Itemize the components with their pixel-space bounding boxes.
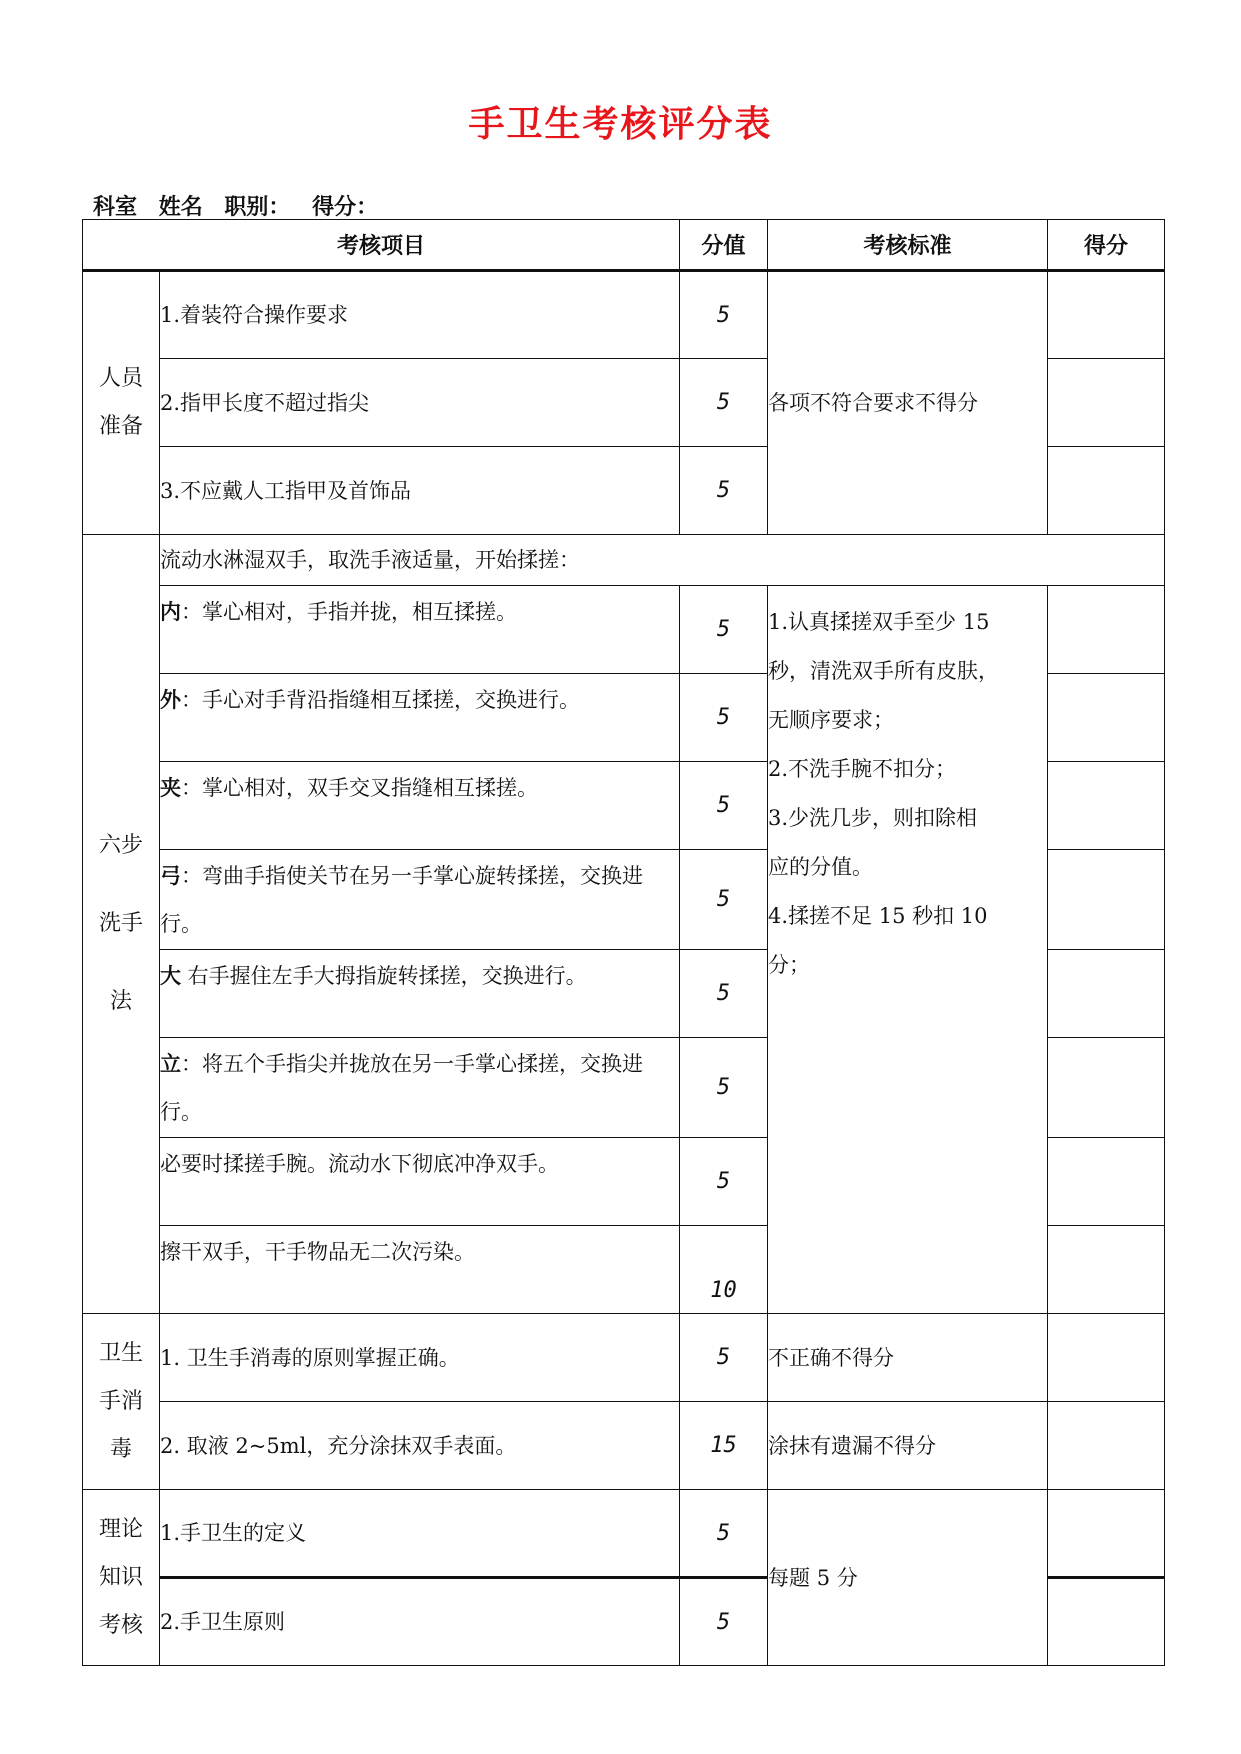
points-value: 5 — [680, 850, 768, 950]
criteria-theory: 每题 5 分 — [768, 1490, 1048, 1666]
step-text: ：弯曲手指使关节在另一手掌心旋转揉搓，交换进行。 — [160, 864, 643, 936]
category-line: 知识 — [98, 1564, 143, 1590]
category-disinfect — [83, 1314, 160, 1490]
step-lead: 内 — [160, 600, 181, 624]
step-text: ：将五个手指尖并拢放在另一手掌心揉搓，交换进行。 — [160, 1052, 643, 1124]
item-text — [160, 762, 680, 850]
table-row — [83, 1490, 1165, 1578]
step-lead: 大 — [160, 964, 181, 988]
points-value: 5 — [680, 447, 768, 535]
step-text: 右手握住左手大拇指旋转揉搓，交换进行。 — [181, 964, 587, 988]
score-cell[interactable] — [1048, 762, 1165, 850]
points-value: 15 — [680, 1402, 768, 1490]
category-line: 六步 — [98, 833, 143, 858]
category-line: 人员 — [98, 366, 143, 391]
score-cell[interactable] — [1048, 674, 1165, 762]
table-row — [83, 535, 1165, 586]
header-score: 得分 — [1048, 220, 1165, 271]
table-header-row — [83, 220, 1165, 271]
item-text: 1.着装符合操作要求 — [160, 271, 680, 359]
item-text: 1.手卫生的定义 — [160, 1490, 680, 1578]
criteria-line: 3.少洗几步，则扣除相 — [768, 806, 978, 830]
points-value: 5 — [680, 674, 768, 762]
criteria-line: 分； — [768, 953, 811, 977]
info-line — [93, 190, 392, 221]
score-cell[interactable] — [1048, 1038, 1165, 1138]
score-cell[interactable] — [1048, 271, 1165, 359]
criteria-line: 2.不洗手腕不扣分； — [768, 757, 957, 781]
category-theory — [83, 1490, 160, 1666]
item-text: 2. 取液 2~5ml，充分涂抹双手表面。 — [160, 1402, 680, 1490]
category-line: 毒 — [109, 1436, 132, 1462]
step-lead: 弓 — [160, 864, 181, 888]
item-text — [160, 1038, 680, 1138]
header-item: 考核项目 — [83, 220, 680, 271]
score-cell[interactable] — [1048, 950, 1165, 1038]
score-cell[interactable] — [1048, 1138, 1165, 1226]
step-text: ：手心对手背沿指缝相互揉搓，交换进行。 — [181, 688, 580, 712]
points-value: 5 — [680, 1578, 768, 1666]
item-text — [160, 950, 680, 1038]
step-lead: 夹 — [160, 776, 181, 800]
points-value: 5 — [680, 1314, 768, 1402]
item-text: 2.手卫生原则 — [160, 1578, 680, 1666]
category-line: 卫生 — [98, 1340, 143, 1366]
item-text — [160, 586, 680, 674]
score-table — [82, 219, 1165, 1666]
step-text: ：掌心相对，手指并拢，相互揉搓。 — [181, 600, 517, 624]
points-value: 5 — [680, 1138, 768, 1226]
score-cell[interactable] — [1048, 1490, 1165, 1578]
job-title-label: 职别： — [224, 195, 291, 220]
points-value: 10 — [680, 1226, 768, 1314]
criteria-disinfect-2: 涂抹有遗漏不得分 — [768, 1402, 1048, 1490]
category-wash — [83, 535, 160, 1314]
item-text: 擦干双手，干手物品无二次污染。 — [160, 1226, 680, 1314]
score-cell[interactable] — [1048, 1226, 1165, 1314]
step-lead: 外 — [160, 688, 181, 712]
step-text: ：掌心相对，双手交叉指缝相互揉搓。 — [181, 776, 538, 800]
category-line: 准备 — [98, 414, 143, 439]
header-criteria: 考核标准 — [768, 220, 1048, 271]
criteria-wash — [768, 586, 1048, 1314]
points-value: 5 — [680, 1490, 768, 1578]
item-text: 2.指甲长度不超过指尖 — [160, 359, 680, 447]
table-row — [83, 1402, 1165, 1490]
score-label: 得分： — [312, 195, 379, 220]
category-line: 考核 — [98, 1612, 143, 1638]
wash-intro: 流动水淋湿双手，取洗手液适量，开始揉搓： — [160, 535, 1165, 586]
dept-label: 科室 — [93, 195, 138, 220]
score-cell[interactable] — [1048, 1578, 1165, 1666]
header-points: 分值 — [680, 220, 768, 271]
item-text — [160, 850, 680, 950]
criteria-line: 1.认真揉搓双手至少 15 — [768, 610, 990, 634]
page-title: 手卫生考核评分表 — [468, 103, 773, 145]
category-line: 理论 — [98, 1516, 143, 1542]
table-row — [83, 1314, 1165, 1402]
item-text: 必要时揉搓手腕。流动水下彻底冲净双手。 — [160, 1138, 680, 1226]
step-lead: 立 — [160, 1052, 181, 1076]
item-text: 3.不应戴人工指甲及首饰品 — [160, 447, 680, 535]
points-value: 5 — [680, 586, 768, 674]
criteria-line: 4.揉搓不足 15 秒扣 10 — [768, 904, 988, 928]
table-row — [83, 271, 1165, 359]
criteria-prep: 各项不符合要求不得分 — [768, 271, 1048, 535]
score-cell[interactable] — [1048, 1402, 1165, 1490]
category-line: 法 — [109, 989, 132, 1014]
points-value: 5 — [680, 950, 768, 1038]
name-label: 姓名 — [158, 195, 203, 220]
score-cell[interactable] — [1048, 359, 1165, 447]
category-prep — [83, 271, 160, 535]
points-value: 5 — [680, 271, 768, 359]
criteria-disinfect-1: 不正确不得分 — [768, 1314, 1048, 1402]
criteria-line: 应的分值。 — [768, 855, 874, 879]
score-cell[interactable] — [1048, 586, 1165, 674]
category-line: 手消 — [98, 1388, 143, 1414]
points-value: 5 — [680, 359, 768, 447]
table-row — [83, 586, 1165, 674]
points-value: 5 — [680, 1038, 768, 1138]
criteria-line: 无顺序要求； — [768, 708, 895, 732]
criteria-line: 秒，清洗双手所有皮肤， — [768, 659, 1000, 683]
category-line: 洗手 — [98, 911, 143, 936]
score-cell[interactable] — [1048, 447, 1165, 535]
score-cell[interactable] — [1048, 850, 1165, 950]
item-text — [160, 674, 680, 762]
item-text: 1. 卫生手消毒的原则掌握正确。 — [160, 1314, 680, 1402]
points-value: 5 — [680, 762, 768, 850]
score-cell[interactable] — [1048, 1314, 1165, 1402]
